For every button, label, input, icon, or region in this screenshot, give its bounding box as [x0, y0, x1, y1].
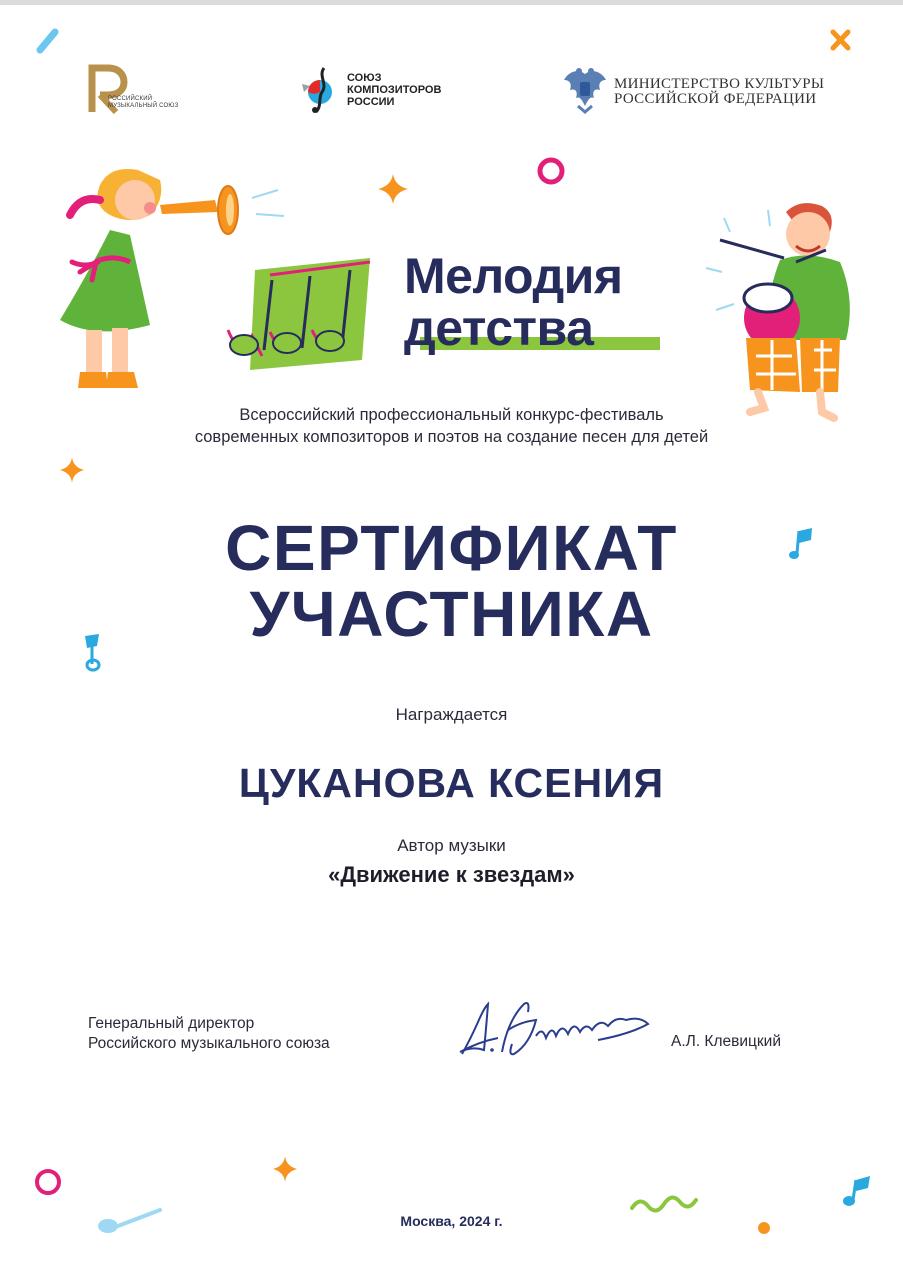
composers-union-line2: КОМПОЗИТОРОВ [347, 84, 442, 96]
rms-logo-line1: РОССИЙСКИЙ [108, 96, 153, 102]
orange-cross-icon [833, 32, 848, 48]
orange-star-left [60, 457, 84, 483]
magenta-ring-top [540, 160, 562, 182]
certificate-title-line1: СЕРТИФИКАТ [225, 512, 678, 584]
recipient-name: ЦУКАНОВА КСЕНИЯ [238, 760, 665, 806]
festival-description-line1: Всероссийский профессиональный конкурс-фестиваль [239, 406, 664, 424]
boy-drum-illustration [706, 203, 850, 418]
ministry-line1: МИНИСТЕРСТВО КУЛЬТУРЫ [614, 76, 825, 92]
blue-dash-top-left [40, 32, 55, 50]
recipient-role: Автор музыки [397, 836, 506, 855]
festival-description [90, 404, 813, 448]
ministry-line2: РОССИЙСКОЙ ФЕДЕРАЦИИ [614, 91, 817, 107]
rms-logo-line2: МУЗЫКАЛЬНЫЙ СОЮЗ [108, 103, 179, 109]
festival-title [404, 250, 623, 354]
orange-star-bottom [273, 1156, 297, 1182]
signer-position-line1: Генеральный директор [88, 1015, 255, 1032]
festival-title-line1: Мелодия [404, 248, 623, 304]
festival-description-line2: современных композиторов и поэтов на создание песен для детей [194, 428, 709, 446]
work-title: «Движение к звездам» [328, 862, 575, 887]
signer-name: А.Л. Клевицкий [671, 1033, 781, 1050]
awarded-label: Награждается [395, 705, 508, 724]
girl-trumpet-illustration [60, 169, 284, 388]
certificate-title-line2: УЧАСТНИКА [249, 578, 654, 650]
composers-union-line3: РОССИИ [347, 96, 395, 108]
green-squiggle [632, 1197, 696, 1210]
magenta-ring-bottom [37, 1171, 59, 1193]
music-notes-logo-icon [228, 258, 370, 370]
festival-title-line2: детства [404, 300, 594, 356]
composers-union-line1: СОЮЗ [347, 72, 382, 84]
certificate-title [50, 512, 853, 650]
blue-note-bottom-right-icon [843, 1176, 870, 1206]
signer-position-line2: Российского музыкального союза [88, 1035, 330, 1052]
orange-star-top [378, 174, 408, 204]
signer-position [88, 1014, 330, 1054]
city-year: Москва, 2024 г. [400, 1213, 503, 1229]
handwritten-signature [460, 1003, 648, 1054]
